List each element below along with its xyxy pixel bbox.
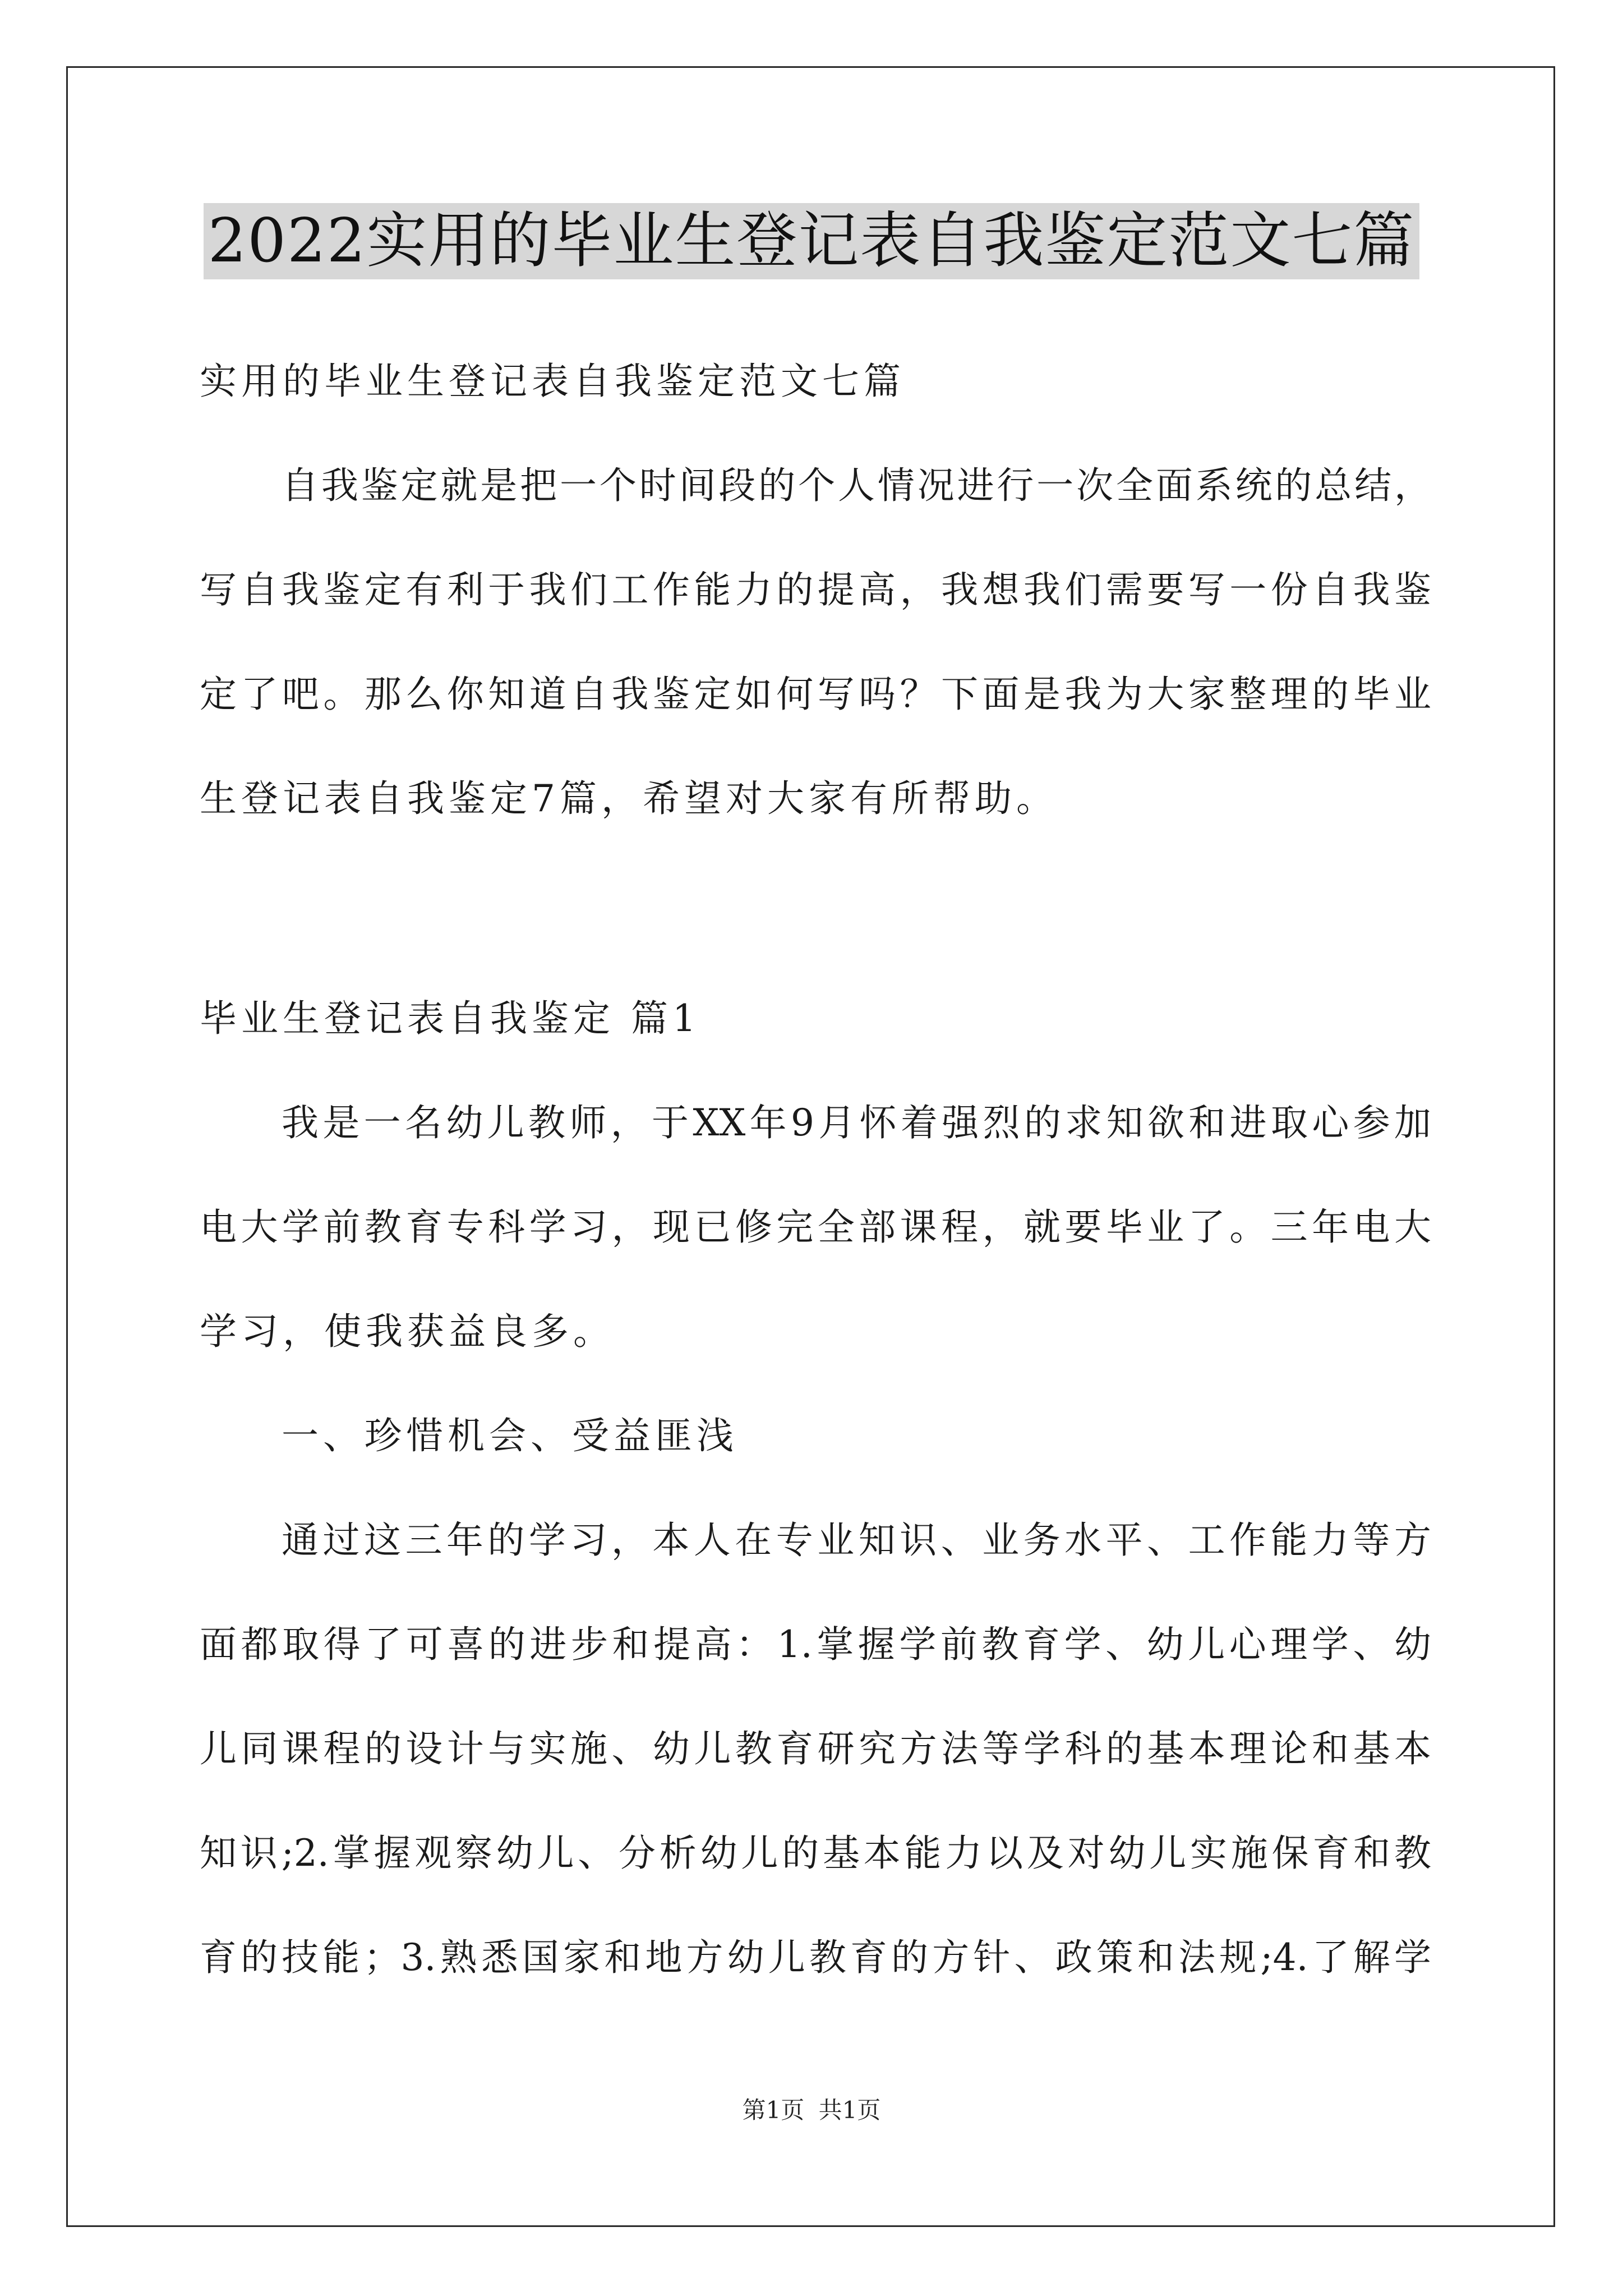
page-number: 第1页 (742, 2096, 805, 2124)
page-footer (0, 2096, 1623, 2125)
intro-line-4: 生登记表自我鉴定7篇，希望对大家有所帮助。 (200, 777, 1058, 820)
page-total: 共1页 (818, 2096, 881, 2124)
subheading: 一、珍惜机会、受益匪浅 (282, 1414, 738, 1457)
intro-line-1: 自我鉴定就是把一个时间段的个人情况进行一次全面系统的总结， (282, 464, 1431, 507)
title-container (0, 203, 1623, 279)
document-title: 2022实用的毕业生登记表自我鉴定范文七篇 (204, 203, 1420, 279)
paragraph2-line-5: 育的技能；3.熟悉国家和地方幼儿教育的方针、政策和法规;4.了解学 (200, 1936, 1431, 1979)
section-heading: 毕业生登记表自我鉴定 篇1 (200, 997, 700, 1040)
intro-line-3: 定了吧。那么你知道自我鉴定如何写吗？下面是我为大家整理的毕业 (200, 673, 1431, 716)
paragraph2-line-1: 通过这三年的学习，本人在专业知识、业务水平、工作能力等方 (282, 1519, 1431, 1562)
paragraph1-line-1: 我是一名幼儿教师，于XX年9月怀着强烈的求知欲和进取心参加 (282, 1101, 1431, 1144)
paragraph2-line-3: 儿同课程的设计与实施、幼儿教育研究方法等学科的基本理论和基本 (200, 1727, 1431, 1770)
paragraph1-line-3: 学习，使我获益良多。 (200, 1310, 615, 1353)
paragraph1-line-2: 电大学前教育专科学习，现已修完全部课程，就要毕业了。三年电大 (200, 1205, 1431, 1249)
intro-line-2: 写自我鉴定有利于我们工作能力的提高，我想我们需要写一份自我鉴 (200, 568, 1431, 611)
paragraph2-line-4: 知识;2.掌握观察幼儿、分析幼儿的基本能力以及对幼儿实施保育和教 (200, 1832, 1431, 1875)
paragraph2-line-2: 面都取得了可喜的进步和提高：1.掌握学前教育学、幼儿心理学、幼 (200, 1623, 1431, 1666)
document-subtitle: 实用的毕业生登记表自我鉴定范文七篇 (200, 360, 905, 403)
